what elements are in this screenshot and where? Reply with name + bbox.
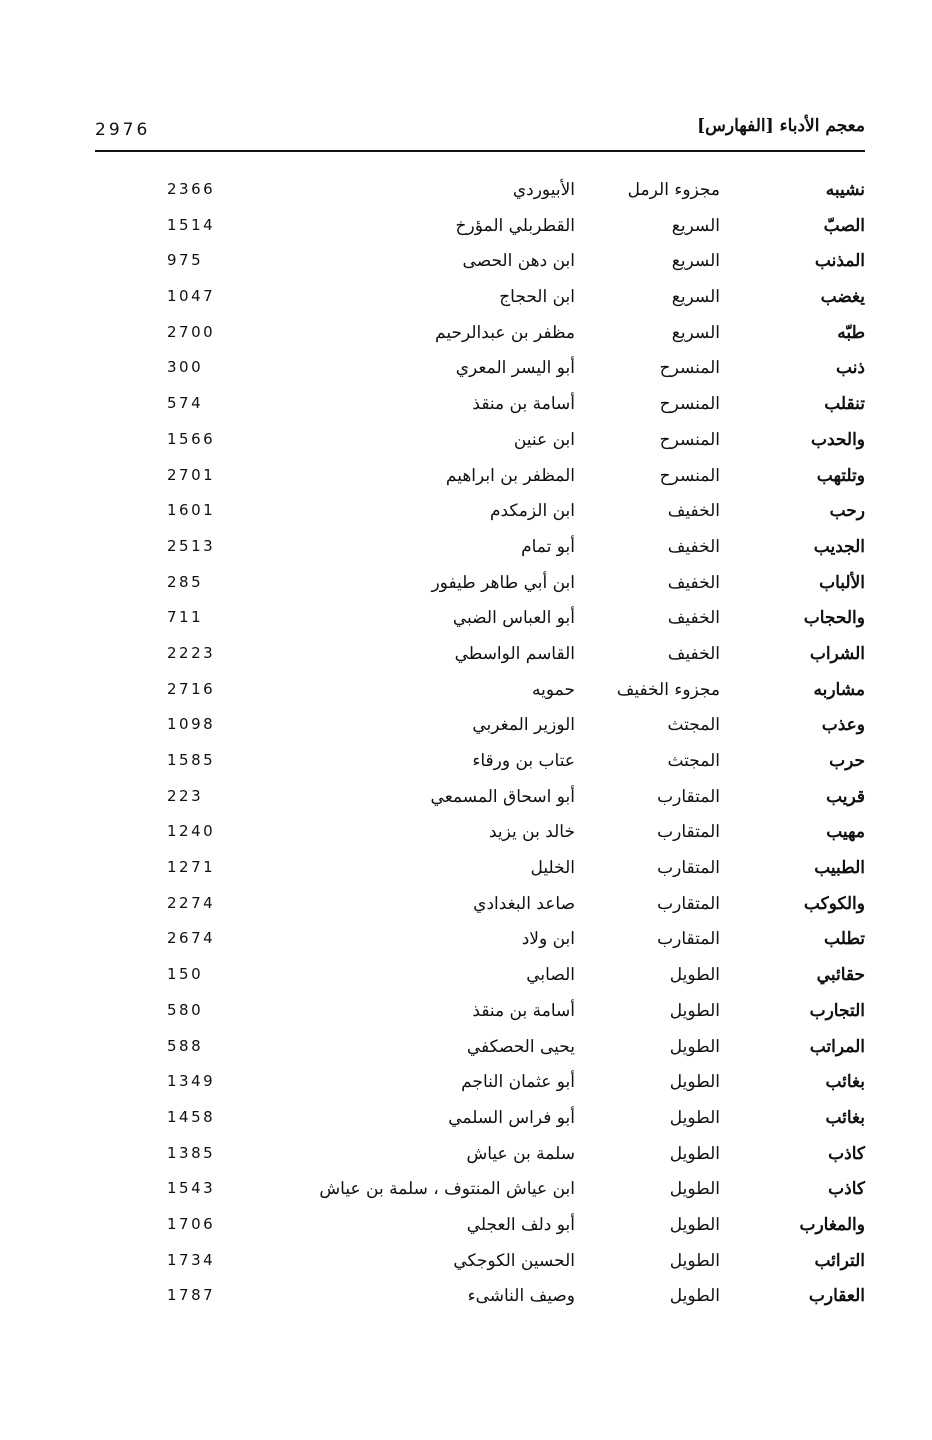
- rhyme-word: وعذب: [821, 715, 865, 736]
- poetic-meter: الطويل: [669, 1286, 720, 1307]
- table-row: [95, 925, 865, 961]
- poetic-meter: الطويل: [669, 965, 720, 986]
- poetic-meter: المتقارب: [657, 893, 720, 914]
- table-row: [95, 818, 865, 854]
- page-reference: 2700: [167, 322, 216, 341]
- page-reference: 588: [167, 1036, 204, 1055]
- table-row: [95, 890, 865, 926]
- page-reference: 2223: [167, 643, 216, 662]
- poet-name: أبو اليسر المعري: [455, 358, 575, 379]
- poetic-meter: الطويل: [669, 1250, 720, 1271]
- rhyme-word: تنقلب: [824, 394, 865, 415]
- page-reference: 1601: [167, 501, 216, 520]
- poet-name: أبو دلف العجلي: [466, 1214, 575, 1235]
- rhyme-word: بغائب: [825, 1107, 865, 1128]
- table-row: [95, 1104, 865, 1140]
- page-reference: 2716: [167, 679, 216, 698]
- table-row: [95, 247, 865, 283]
- poet-name: عتاب بن ورقاء: [472, 751, 575, 771]
- table-row: [95, 1211, 865, 1247]
- poetic-meter: السريع: [671, 287, 720, 308]
- table-row: [95, 1282, 865, 1318]
- poetic-meter: الطويل: [669, 1214, 720, 1235]
- poet-name: أسامة بن منقذ: [472, 394, 575, 415]
- table-row: [95, 1033, 865, 1069]
- poetic-meter: الطويل: [669, 1000, 720, 1021]
- rhyme-word: التجارب: [809, 1000, 865, 1021]
- poet-name: أبو عثمان الناجم: [461, 1072, 575, 1093]
- poet-name: ابن الزمكدم: [489, 501, 575, 522]
- table-row: [95, 961, 865, 997]
- poet-name: الخليل: [530, 858, 575, 879]
- poet-name: الوزير المغربي: [472, 715, 575, 736]
- table-row: [95, 854, 865, 890]
- poet-name: المظفر بن ابراهيم: [445, 465, 575, 486]
- page-reference: 1098: [167, 715, 216, 734]
- poetic-meter: المنسرح: [659, 429, 720, 450]
- rhyme-word: حرب: [829, 751, 865, 771]
- table-row: [95, 283, 865, 319]
- poetic-meter: الطويل: [669, 1072, 720, 1093]
- rhyme-word: الجديب: [813, 536, 865, 557]
- rhyme-word: المذنب: [814, 251, 865, 272]
- table-row: [95, 604, 865, 640]
- rhyme-word: رحب: [829, 501, 865, 522]
- poetic-meter: المجتث: [667, 751, 720, 771]
- table-row: [95, 676, 865, 712]
- poetic-meter: مجزوء الخفيف: [616, 679, 720, 700]
- page-reference: 1585: [167, 751, 216, 769]
- page-reference: 150: [167, 965, 204, 984]
- table-row: [95, 1247, 865, 1283]
- poetic-meter: المتقارب: [657, 786, 720, 807]
- table-row: [95, 783, 865, 819]
- rhyme-word: تطلب: [824, 929, 865, 950]
- poetic-meter: الخفيف: [667, 536, 720, 557]
- rhyme-word: والمغارب: [799, 1214, 865, 1235]
- poetic-meter: السريع: [671, 322, 720, 343]
- poetic-meter: الخفيف: [667, 572, 720, 593]
- poet-name: ابن ولاد: [521, 929, 575, 950]
- rhyme-word: مهيب: [826, 822, 865, 843]
- poet-name: أبو تمام: [521, 536, 575, 557]
- page-reference: 2701: [167, 465, 216, 484]
- table-row: [95, 997, 865, 1033]
- table-row: [95, 212, 865, 248]
- poet-name: أبو اسحاق المسمعي: [430, 786, 575, 807]
- poet-name: ابن عياش المنتوف ، سلمة بن عياش: [319, 1179, 575, 1200]
- poet-name: وصيف الناشىء: [467, 1286, 575, 1307]
- rhyme-word: نشيبه: [825, 180, 865, 200]
- index-table: [95, 176, 865, 1318]
- poet-name: سلمة بن عياش: [466, 1143, 575, 1164]
- poet-name: أبو فراس السلمي: [448, 1107, 575, 1128]
- page-reference: 2274: [167, 893, 216, 912]
- poet-name: ابن أبي طاهر طيفور: [431, 572, 575, 593]
- rhyme-word: والحدب: [810, 429, 865, 450]
- poet-name: ابن دهن الحصى: [462, 251, 575, 272]
- table-row: [95, 176, 865, 212]
- rhyme-word: والحجاب: [803, 608, 865, 629]
- book-title: معجم الأدباء [الفهارس]: [697, 116, 865, 136]
- poetic-meter: الطويل: [669, 1179, 720, 1200]
- poet-name: حمويه: [532, 679, 575, 700]
- rhyme-word: الطبيب: [814, 858, 865, 879]
- page-reference: 975: [167, 251, 204, 270]
- table-row: [95, 390, 865, 426]
- poetic-meter: المجتث: [667, 715, 720, 736]
- table-row: [95, 1140, 865, 1176]
- rhyme-word: وتلتهب: [816, 465, 865, 486]
- page-header: [95, 112, 865, 152]
- rhyme-word: قريب: [826, 786, 865, 807]
- poet-name: يحيى الحصكفي: [466, 1036, 575, 1057]
- poetic-meter: الطويل: [669, 1107, 720, 1128]
- page-reference: 300: [167, 358, 204, 377]
- page-reference: 1047: [167, 287, 216, 306]
- table-row: [95, 354, 865, 390]
- table-row: [95, 1068, 865, 1104]
- page-reference: 1271: [167, 858, 216, 877]
- poet-name: مظفر بن عبدالرحيم: [435, 322, 575, 343]
- page-number: 2976: [95, 120, 151, 140]
- poet-name: القطربلي المؤرخ: [455, 215, 575, 236]
- table-row: [95, 533, 865, 569]
- table-row: [95, 462, 865, 498]
- page-reference: 1706: [167, 1214, 216, 1233]
- poetic-meter: المتقارب: [657, 858, 720, 879]
- page-reference: 1458: [167, 1107, 216, 1126]
- poet-name: الأبيوردي: [512, 180, 575, 200]
- page-reference: 1734: [167, 1250, 216, 1269]
- rhyme-word: الألباب: [819, 572, 865, 593]
- rhyme-word: طبّه: [837, 322, 865, 343]
- poetic-meter: مجزوء الرمل: [627, 180, 720, 200]
- poet-name: القاسم الواسطي: [454, 643, 575, 664]
- rhyme-word: والكوكب: [803, 893, 865, 914]
- poetic-meter: الطويل: [669, 1143, 720, 1164]
- page-reference: 285: [167, 572, 204, 591]
- page-reference: 2513: [167, 536, 216, 555]
- rhyme-word: كاذب: [828, 1143, 865, 1164]
- rhyme-word: حقائبي: [816, 965, 865, 986]
- page-reference: 711: [167, 608, 204, 627]
- page-reference: 1385: [167, 1143, 216, 1162]
- poet-name: خالد بن يزيد: [488, 822, 575, 843]
- poet-name: ابن عنين: [513, 429, 575, 450]
- poetic-meter: المنسرح: [659, 358, 720, 379]
- poet-name: الصابي: [526, 965, 575, 986]
- table-row: [95, 711, 865, 747]
- page-reference: 2674: [167, 929, 216, 948]
- poet-name: الحسين الكوجكي: [453, 1250, 575, 1271]
- page-reference: 1240: [167, 822, 216, 841]
- page-reference: 1566: [167, 429, 216, 448]
- rhyme-word: الشراب: [809, 643, 865, 664]
- table-row: [95, 497, 865, 533]
- poetic-meter: المتقارب: [657, 822, 720, 843]
- poetic-meter: الطويل: [669, 1036, 720, 1057]
- rhyme-word: بغائب: [825, 1072, 865, 1093]
- rhyme-word: الترائب: [814, 1250, 865, 1271]
- poet-name: أبو العباس الضبي: [452, 608, 575, 629]
- page-reference: 574: [167, 394, 204, 413]
- rhyme-word: العقارب: [808, 1286, 865, 1307]
- table-row: [95, 426, 865, 462]
- poetic-meter: المتقارب: [657, 929, 720, 950]
- table-row: [95, 569, 865, 605]
- rhyme-word: الصبّ: [823, 215, 865, 236]
- rhyme-word: ذنب: [836, 358, 865, 379]
- table-row: [95, 319, 865, 355]
- table-row: [95, 640, 865, 676]
- poetic-meter: الخفيف: [667, 643, 720, 664]
- poet-name: ابن الحجاج: [499, 287, 575, 308]
- table-row: [95, 747, 865, 783]
- poetic-meter: السريع: [671, 215, 720, 236]
- page-reference: 223: [167, 786, 204, 805]
- poetic-meter: الخفيف: [667, 608, 720, 629]
- rhyme-word: يغضب: [820, 287, 865, 308]
- poet-name: أسامة بن منقذ: [472, 1000, 575, 1021]
- rhyme-word: كاذب: [828, 1179, 865, 1200]
- page-reference: 1514: [167, 215, 216, 234]
- page-reference: 580: [167, 1000, 204, 1019]
- poetic-meter: المنسرح: [659, 394, 720, 415]
- page-reference: 1349: [167, 1072, 216, 1091]
- table-row: [95, 1175, 865, 1211]
- rhyme-word: مشاربه: [813, 679, 865, 700]
- page-reference: 2366: [167, 180, 216, 198]
- rhyme-word: المراتب: [809, 1036, 865, 1057]
- page-reference: 1787: [167, 1286, 216, 1305]
- poetic-meter: الخفيف: [667, 501, 720, 522]
- poetic-meter: المنسرح: [659, 465, 720, 486]
- page-reference: 1543: [167, 1179, 216, 1198]
- poetic-meter: السريع: [671, 251, 720, 272]
- poet-name: صاعد البغدادي: [473, 893, 575, 914]
